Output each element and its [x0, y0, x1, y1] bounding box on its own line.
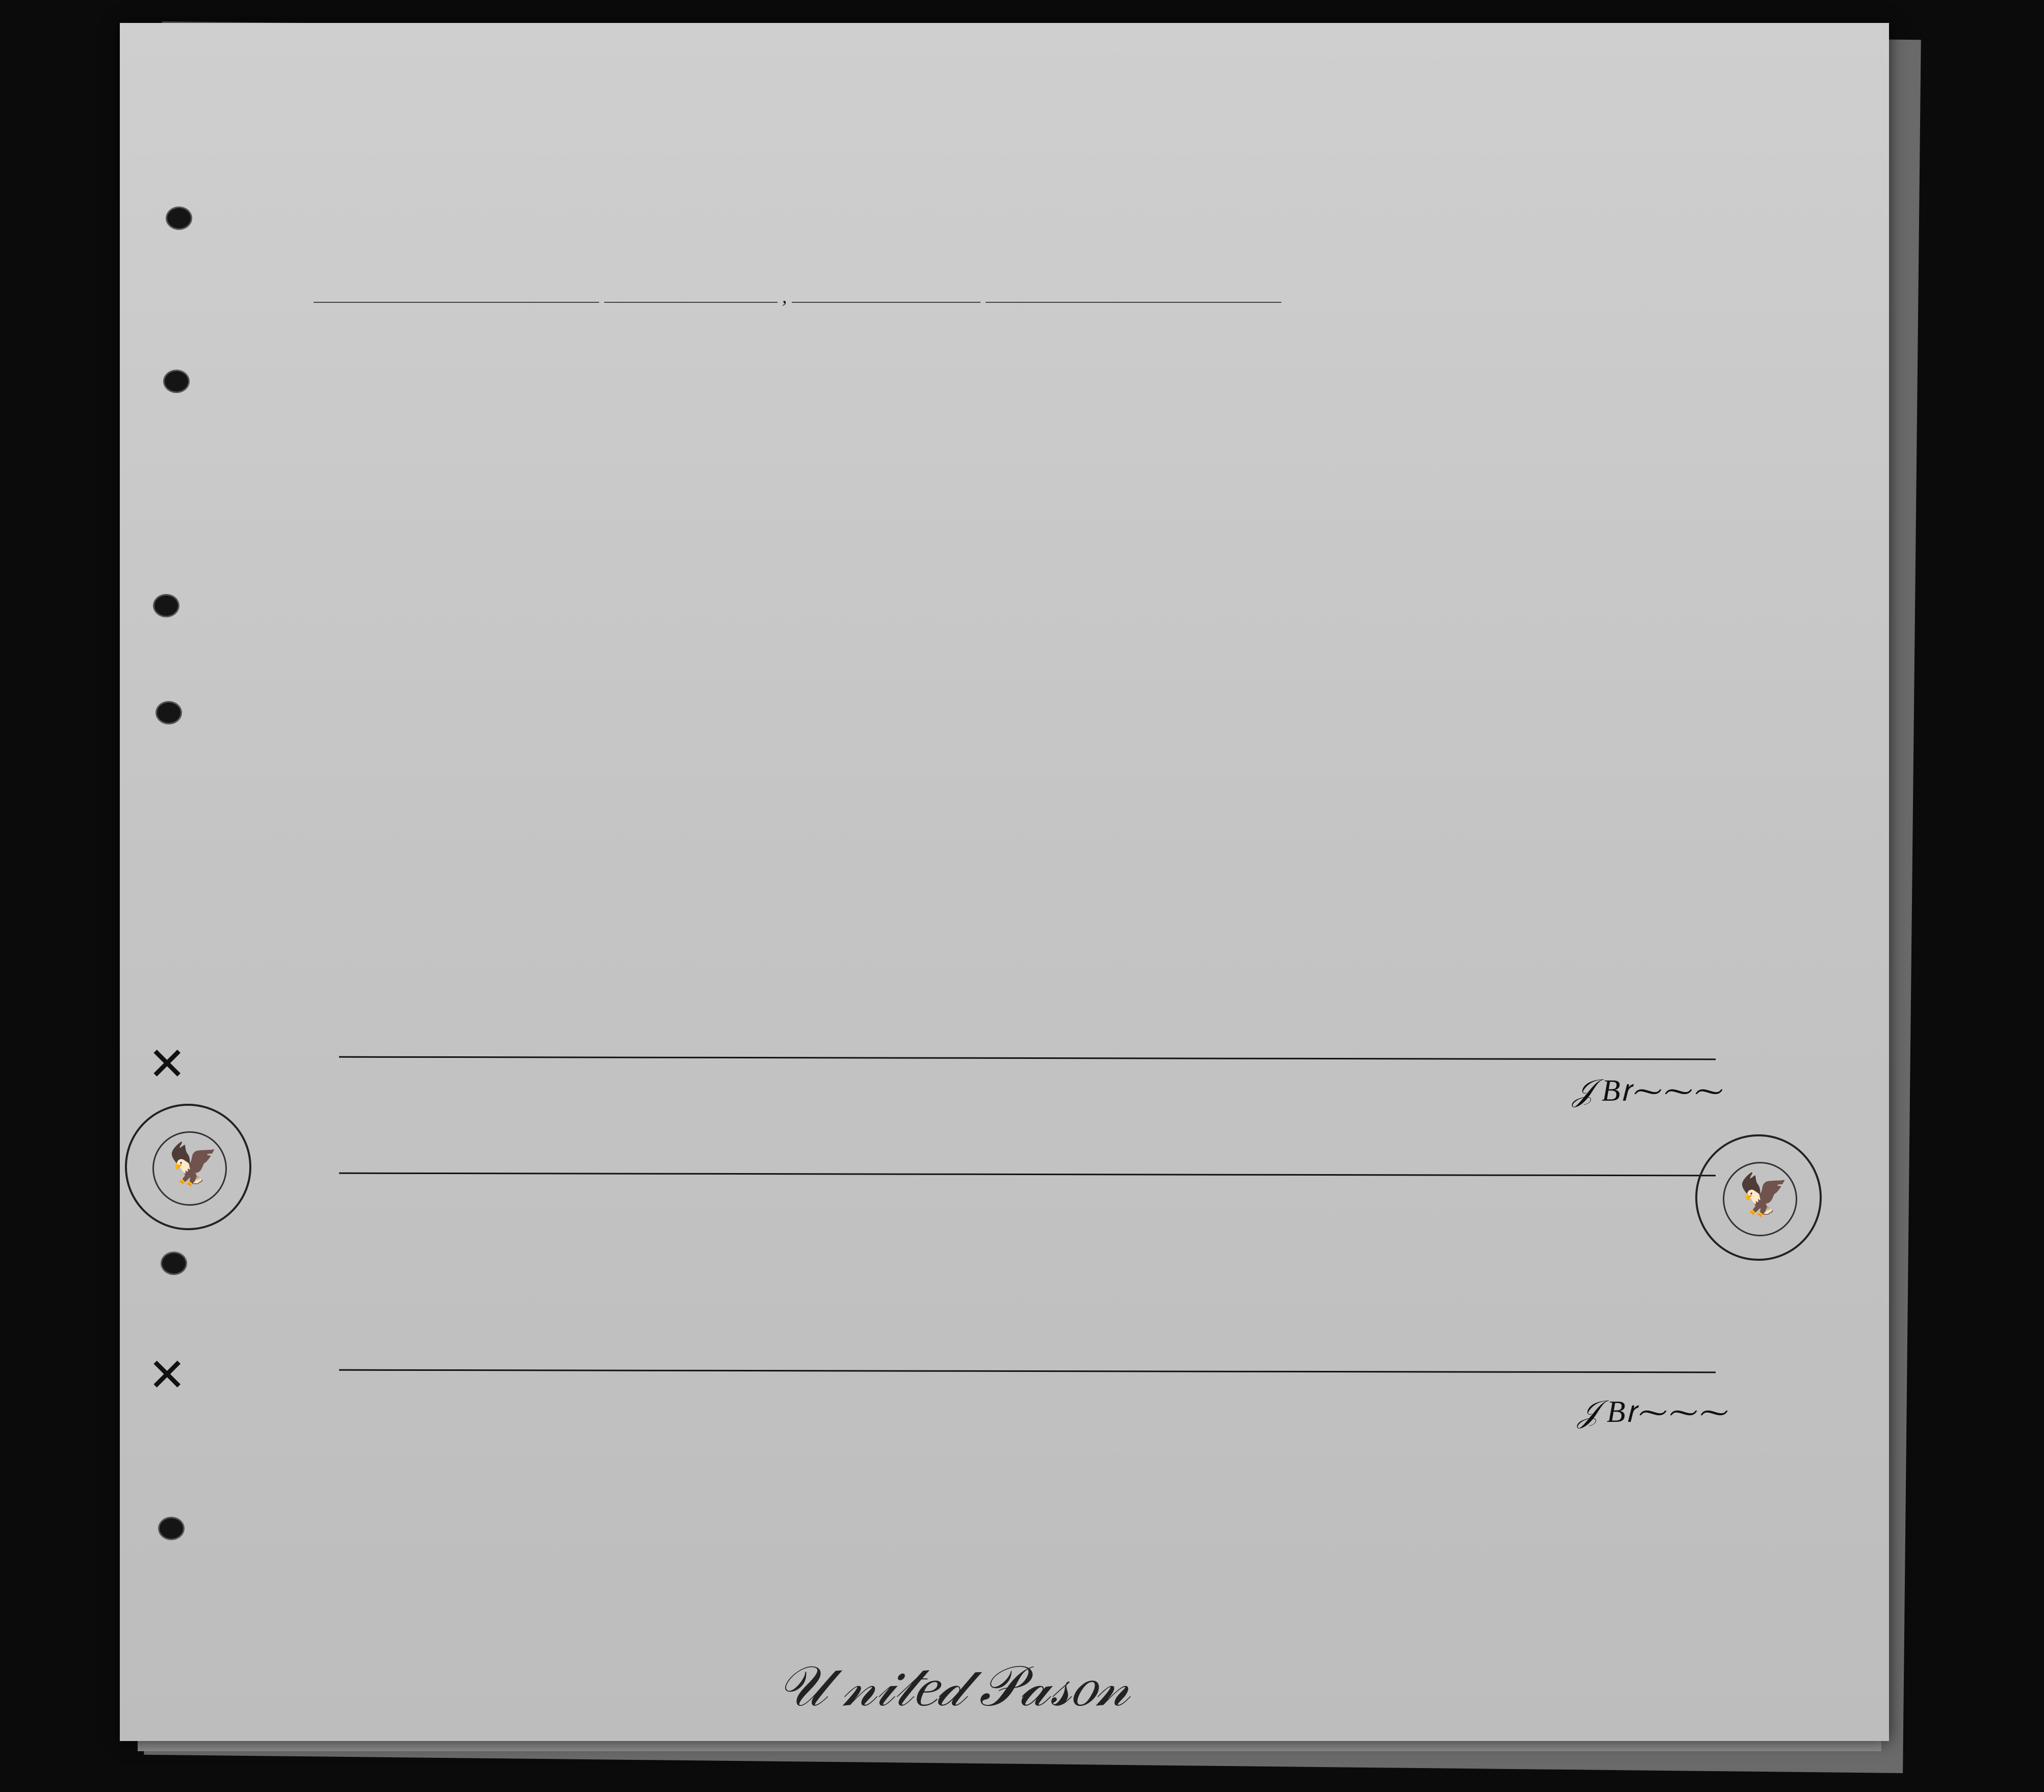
inspector-signature: 𝒰 𝓃𝒾𝓉𝑒𝒹 𝒫𝒶𝓈𝑜𝓃	[778, 1655, 1130, 1718]
x-mark: ✕	[148, 1040, 187, 1090]
manifest-sheet	[120, 23, 1889, 1741]
consulate-seal-left: 🦅	[125, 1104, 251, 1230]
table-grid	[120, 23, 1889, 1741]
x-mark: ✕	[148, 1351, 187, 1401]
consulate-seal-right: 🦅	[1695, 1134, 1822, 1261]
vessel-line: ,	[314, 285, 1281, 308]
signature-squiggle: 𝒥 Bꭇ⁓⁓⁓	[1578, 1395, 1727, 1429]
signature-squiggle: 𝒥 Bꭇ⁓⁓⁓	[1573, 1074, 1722, 1107]
